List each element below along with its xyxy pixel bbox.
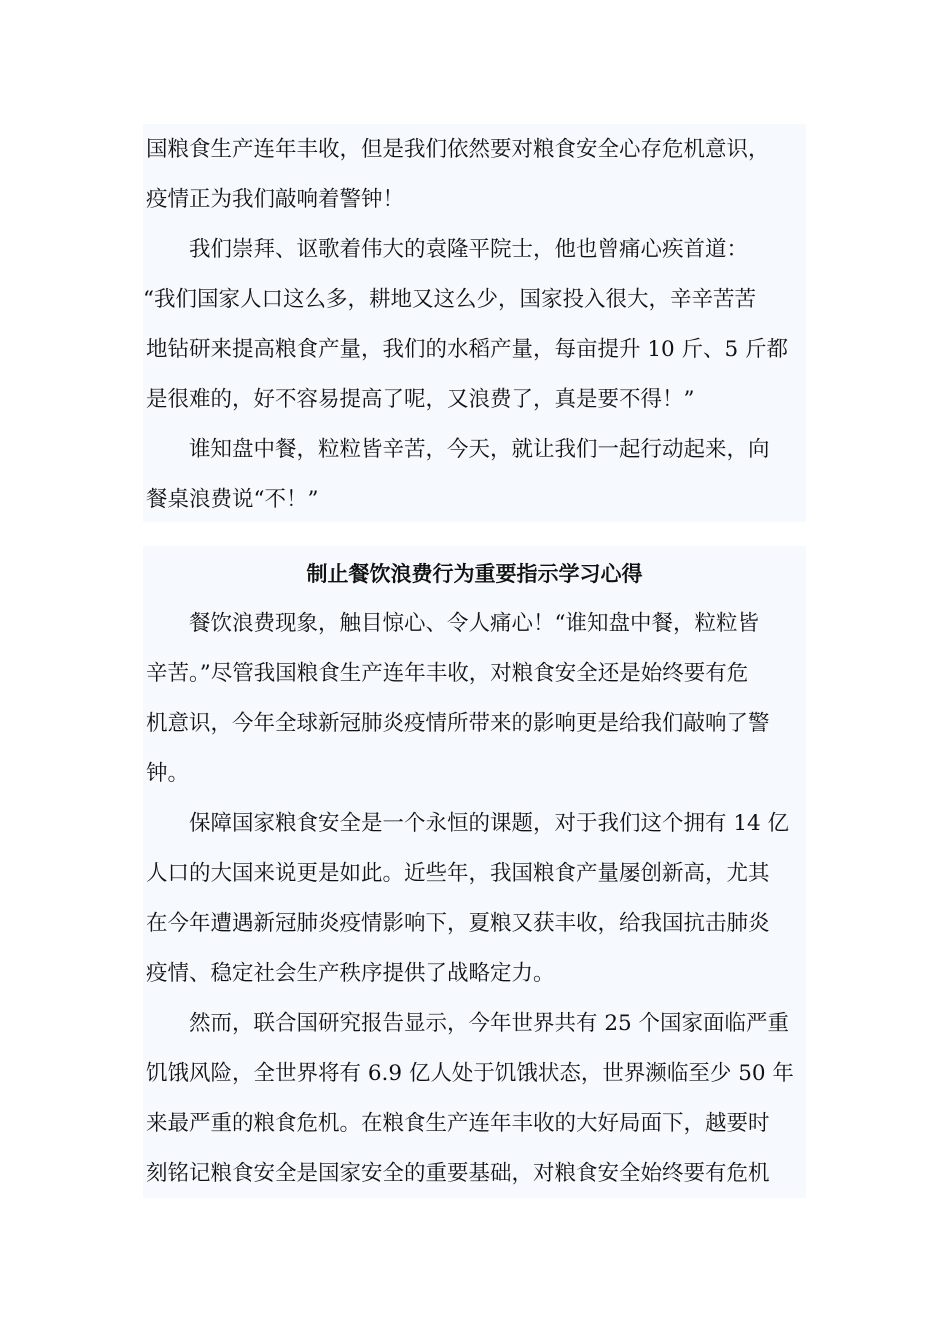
paragraph-line: 钟。 — [146, 761, 190, 786]
paragraph-line: 国粮食生产连年丰收，但是我们依然要对粮食安全心存危机意识， — [146, 137, 770, 162]
paragraph-line: 刻铭记粮食安全是国家安全的重要基础，对粮食安全始终要有危机 — [146, 1161, 770, 1186]
paragraph-line: 在今年遭遇新冠肺炎疫情影响下，夏粮又获丰收，给我国抗击肺炎 — [146, 911, 770, 936]
paragraph-line: 是很难的，好不容易提高了呢，又浪费了，真是要不得！” — [146, 387, 695, 412]
paragraph-line: 来最严重的粮食危机。在粮食生产连年丰收的大好局面下，越要时 — [146, 1111, 770, 1136]
section-title: 制止餐饮浪费行为重要指示学习心得 — [306, 562, 643, 586]
paragraph-line: 餐桌浪费说“不！” — [146, 487, 319, 512]
paragraph-line: 谁知盘中餐，粒粒皆辛苦，今天，就让我们一起行动起来，向 — [189, 437, 770, 462]
paragraph-line: 我们崇拜、讴歌着伟大的袁隆平院士，他也曾痛心疾首道： — [189, 237, 749, 262]
paragraph-line: 人口的大国来说更是如此。近些年，我国粮食产量屡创新高，尤其 — [146, 861, 770, 886]
paragraph-line: 地钻研来提高粮食产量，我们的水稻产量，每亩提升 10 斤、5 斤都 — [146, 337, 789, 362]
paragraph-line: 保障国家粮食安全是一个永恒的课题，对于我们这个拥有 14 亿 — [189, 811, 790, 836]
paragraph-line: 机意识，今年全球新冠肺炎疫情所带来的影响更是给我们敲响了警 — [146, 711, 770, 736]
paragraph-line: 辛苦。”尽管我国粮食生产连年丰收，对粮食安全还是始终要有危 — [146, 661, 749, 686]
paragraph-line: 疫情正为我们敲响着警钟！ — [146, 187, 405, 212]
paragraph-line: “我们国家人口这么多，耕地又这么少，国家投入很大，辛辛苦苦 — [143, 287, 756, 312]
paragraph-line: 饥饿风险，全世界将有 6.9 亿人处于饥饿状态，世界濒临至少 50 年 — [146, 1061, 794, 1086]
paragraph-line: 然而，联合国研究报告显示，今年世界共有 25 个国家面临严重 — [189, 1011, 790, 1036]
paragraph-line: 疫情、稳定社会生产秩序提供了战略定力。 — [146, 961, 555, 986]
paragraph-line: 餐饮浪费现象，触目惊心、令人痛心！“谁知盘中餐，粒粒皆 — [189, 611, 759, 636]
text-block-1 — [143, 124, 806, 522]
text-block-2 — [143, 546, 806, 1198]
